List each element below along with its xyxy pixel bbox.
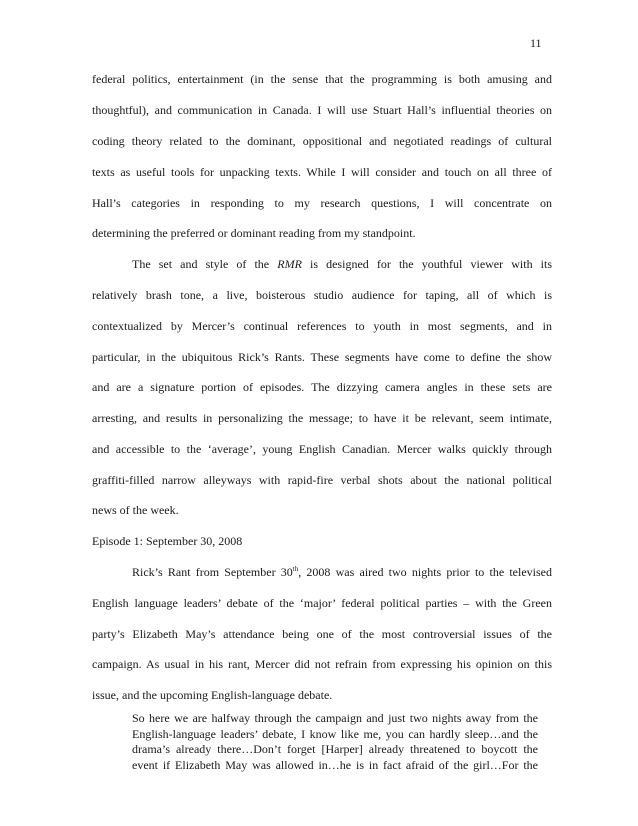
quote-line: So here we are halfway through the campaign and just two nights away from the — [132, 711, 538, 725]
show-title-abbrev: RMR — [277, 257, 302, 271]
paragraph-line: campaign. As usual in his rant, Mercer did not refrain from expressing his opinion on this — [92, 657, 552, 671]
paragraph-first-line: The set and style of the RMR is designed for the youthful viewer with its — [132, 257, 553, 271]
paragraph-line: news of the week. — [92, 503, 179, 517]
quote-line: event if Elizabeth May was allowed in…he is in fact afraid of the girl…For the — [132, 757, 538, 772]
quote-line: drama’s already there…Don’t forget [Harper] already threatened to boycott the — [132, 742, 538, 756]
paragraph-line: and are a signature portion of episodes. The dizzying camera angles in these sets are — [92, 380, 552, 394]
paragraph-line: party’s Elizabeth May’s attendance being one of the most controversial issues of the — [92, 627, 552, 641]
paragraph-line: and accessible to the ‘average’, young English Canadian. Mercer walks quickly through — [92, 442, 552, 456]
quote-line: English-language leaders’ debate, I know like me, you can hardly sleep…and the — [132, 726, 538, 741]
paragraph-line: thoughtful), and communication in Canada. I will use Stuart Hall’s influential theories on — [92, 103, 552, 117]
paragraph-line: texts as useful tools for unpacking texts. While I will consider and touch on all three of — [92, 165, 552, 179]
paragraph-first-line: Rick’s Rant from September 30th, 2008 was aired two nights prior to the televised — [132, 565, 552, 579]
episode-heading: Episode 1: September 30, 2008 — [92, 534, 243, 548]
paragraph-line: English language leaders’ debate of the ‘major’ federal political parties – with the Green — [92, 596, 552, 610]
block-quote — [132, 711, 538, 773]
paragraph-line: federal politics, entertainment (in the sense that the programming is both amusing and — [92, 72, 552, 86]
paragraph-line: relatively brash tone, a live, boisterous studio audience for taping, all of which is — [92, 288, 552, 302]
paragraph-line: arresting, and results in personalizing the message; to have it be relevant, seem intimate, — [92, 411, 552, 425]
paragraph-line: particular, in the ubiquitous Rick’s Rants. These segments have come to define the show — [92, 350, 552, 364]
paragraph-line: issue, and the upcoming English-language debate. — [92, 688, 333, 702]
paragraph-line: graffiti-filled narrow alleyways with rapid-fire verbal shots about the national political — [92, 473, 552, 487]
paragraph-line: contextualized by Mercer’s continual references to youth in most segments, and in — [92, 319, 552, 333]
page-number: 11 — [530, 36, 542, 50]
paragraph-line: Hall’s categories in responding to my research questions, I will concentrate on — [92, 196, 552, 210]
paragraph-line: determining the preferred or dominant reading from my standpoint. — [92, 226, 416, 240]
paragraph-line: coding theory related to the dominant, oppositional and negotiated readings of cultural — [92, 134, 552, 148]
